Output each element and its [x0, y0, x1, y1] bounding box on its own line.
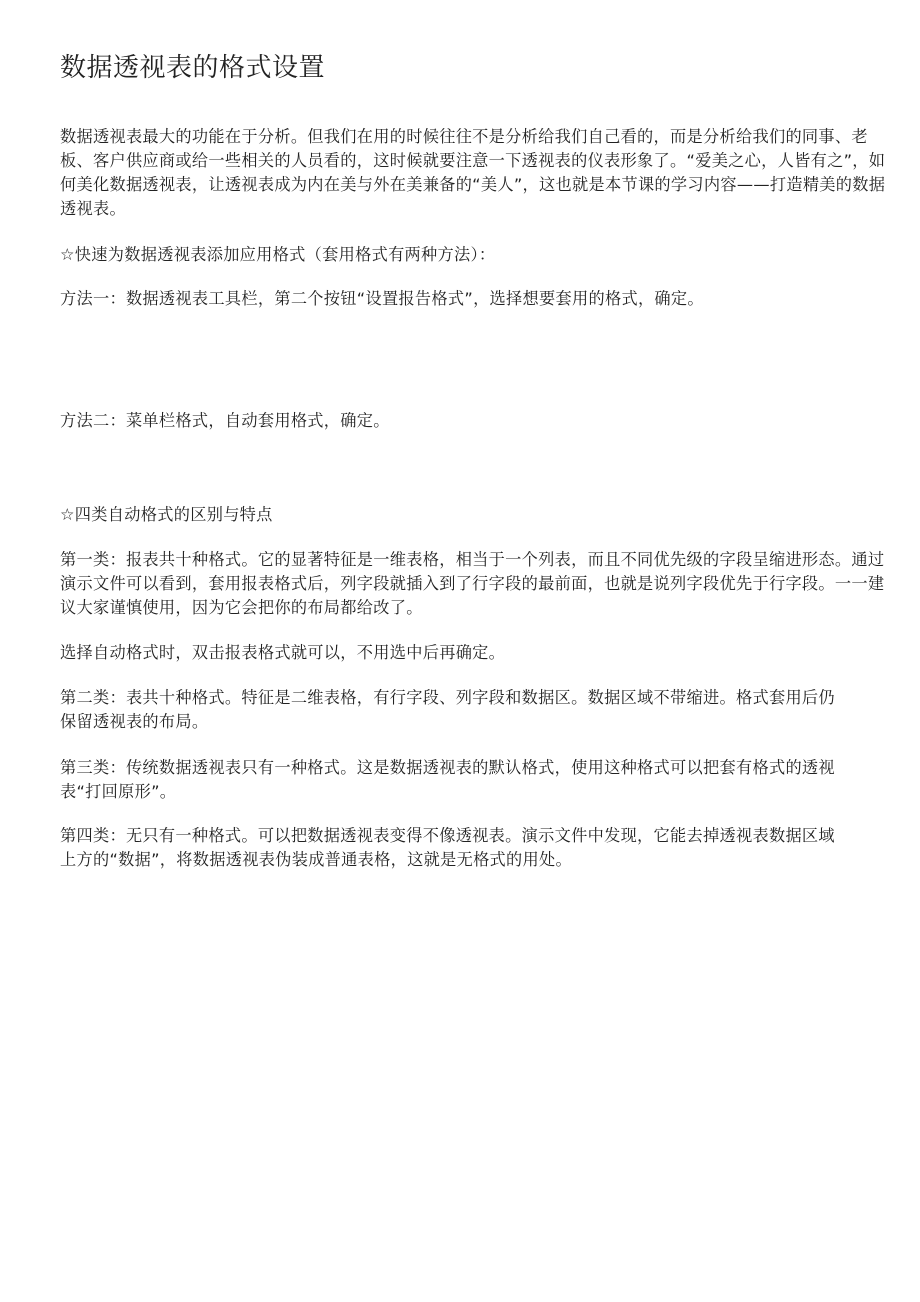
tip-paragraph: 选择自动格式时，双击报表格式就可以，不用选中后再确定。	[60, 643, 506, 662]
intro-paragraph: 数据透视表最大的功能在于分析。但我们在用的时候往往不是分析给我们自己看的，而是分析给我们的同事、老板、客户供应商或给一些相关的人员看的，这时候就要注意一下透视表的仪表形象了。“爱美之心，人皆有之”，如何美化数据透视表，让透视表成为内在美与外在美兼备的“美人”，这也就是本节课的学习内容——打造精美的数据透视表。	[60, 127, 886, 218]
section-heading-four-formats: ☆四类自动格式的区别与特点	[60, 505, 273, 524]
method-two-paragraph: 方法二：菜单栏格式，自动套用格式，确定。	[60, 411, 390, 430]
document-title: 数据透视表的格式设置	[60, 53, 326, 83]
category-three-paragraph: 第三类：传统数据透视表只有一种格式。这是数据透视表的默认格式，使用这种格式可以把套有格式的透视表“打回原形”。	[60, 758, 835, 801]
method-one-paragraph: 方法一：数据透视表工具栏，第二个按钮“设置报告格式”，选择想要套用的格式，确定。	[60, 289, 704, 308]
category-one-paragraph: 第一类：报表共十种格式。它的显著特征是一维表格，相当于一个列表，而且不同优先级的字段呈缩进形态。通过演示文件可以看到，套用报表格式后，列字段就插入到了行字段的最前面，也就是说列字段优先于行字段。一一建议大家谨慎使用，因为它会把你的布局都给改了。	[60, 550, 885, 617]
section-heading-apply-format: ☆快速为数据透视表添加应用格式（套用格式有两种方法）：	[60, 245, 496, 264]
category-four-paragraph: 第四类：无只有一种格式。可以把数据透视表变得不像透视表。演示文件中发现，它能去掉透视表数据区域上方的“数据”，将数据透视表伪装成普通表格，这就是无格式的用处。	[60, 826, 835, 869]
category-two-paragraph: 第二类：表共十种格式。特征是二维表格，有行字段、列字段和数据区。数据区域不带缩进。格式套用后仍保留透视表的布局。	[60, 688, 835, 731]
